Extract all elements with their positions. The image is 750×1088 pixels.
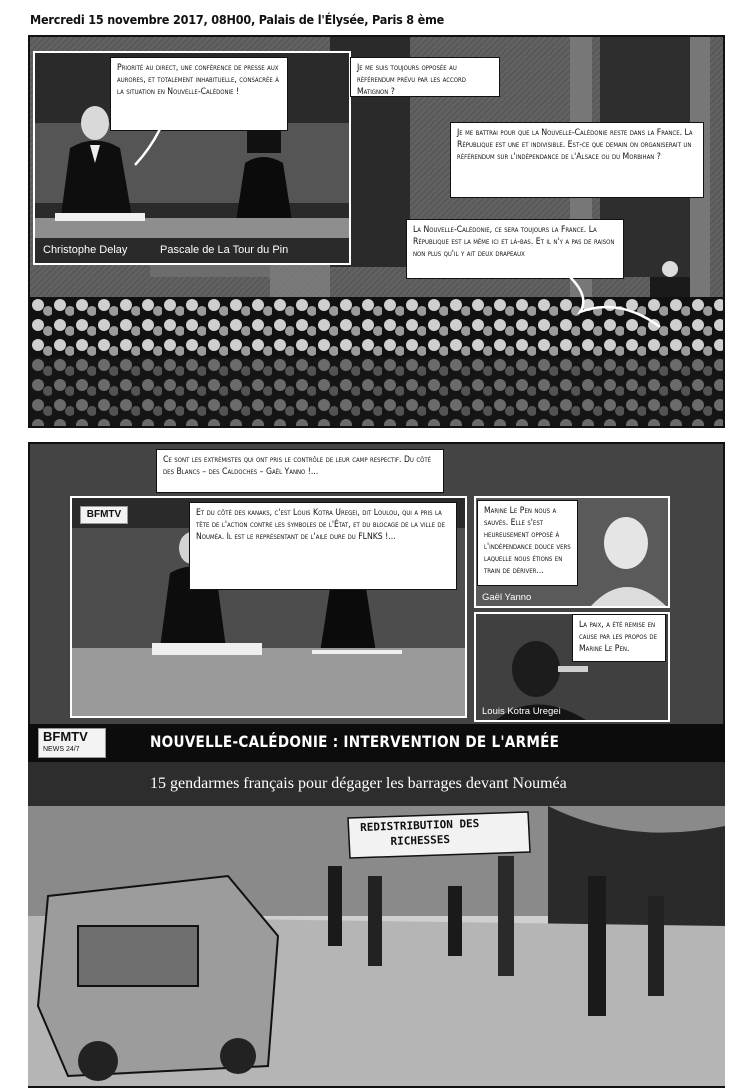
label-christophe-delay: Christophe Delay [43,244,128,256]
speech-bubble-extremists: Ce sont les extrémistes qui ont pris le contrôle de leur camp respectif. Du côté des Blancs – des Caldoches – Gaël Yanno !... [156,449,444,493]
bfm-logo-small-text: BFMTV [86,509,122,520]
protest-banner-text: REDISTRIBUTION DES RICHESSES [359,816,480,849]
bfm-logo-small [80,506,128,524]
speech-bubble-answer-2: La Nouvelle-Calédonie, ce sera toujours la France. La République est la même ici et là-bas. Et il n'y a pas de raison non plus qu'il y ait deux drapeaux [406,219,624,279]
speech-bubble-gael-yanno: Marine Le Pen nous a sauvés. Elle s'est heureusement opposé à l'indépendance douce vers laquelle nous étions en train de dériver... [477,500,578,586]
bfm-logo [38,728,106,758]
panel-elysee-press-conference [28,35,725,428]
speech-bubble-tv-anchor: Priorité au direct, une conférence de presse aux aurores, et totalement inhabituelle, consacrée à la situation en Nouvelle-Calédonie ! [110,57,288,131]
speech-tail-answer [560,277,680,337]
page-caption: Mercredi 15 novembre 2017, 08H00, Palais de l'Élysée, Paris 8 ème [30,12,445,27]
label-pascale-de-la-tour-du-pin: Pascale de La Tour du Pin [160,244,289,256]
label-gael-yanno: Gaël Yanno [482,592,532,603]
news-subhead: 15 gendarmes français pour dégager les barrages devant Nouméa [150,775,567,792]
speech-tail-tv [130,129,190,169]
news-headline: NOUVELLE-CALÉDONIE : INTERVENTION DE L'ARMÉE [150,732,560,751]
speech-bubble-louis-kotra-uregei: La paix, a été remise en cause par les propos de Marine Le Pen. [572,614,666,662]
label-louis-kotra-uregei: Louis Kotra Uregei [482,706,561,717]
speech-bubble-answer-1: Je me battrai pour que la Nouvelle-Calédonie reste dans la France. La République est une et indivisible. Est-ce que demain on organiserait un référendum sur l'indépendance de l'Alsace ou du Morbihan ? [450,122,704,198]
bfm-logo-text: BFMTV [43,729,88,744]
speech-bubble-question: Je me suis toujours opposée au référendum prévu par les accord Matignon ? [350,57,500,97]
street-barricade-scene [28,806,725,1086]
speech-bubble-kotra-uregei: Et du côté des kanaks, c'est Louis Kotra Uregei, dit Loulou, qui a pris la tête de l'action contre les symboles de l'État, et du blocage de la ville de Nouméa. Il est le représentant de l'aile dure du FLNKS !... [189,502,457,590]
bfm-logo-tagline: NEWS 24/7 [43,746,80,753]
